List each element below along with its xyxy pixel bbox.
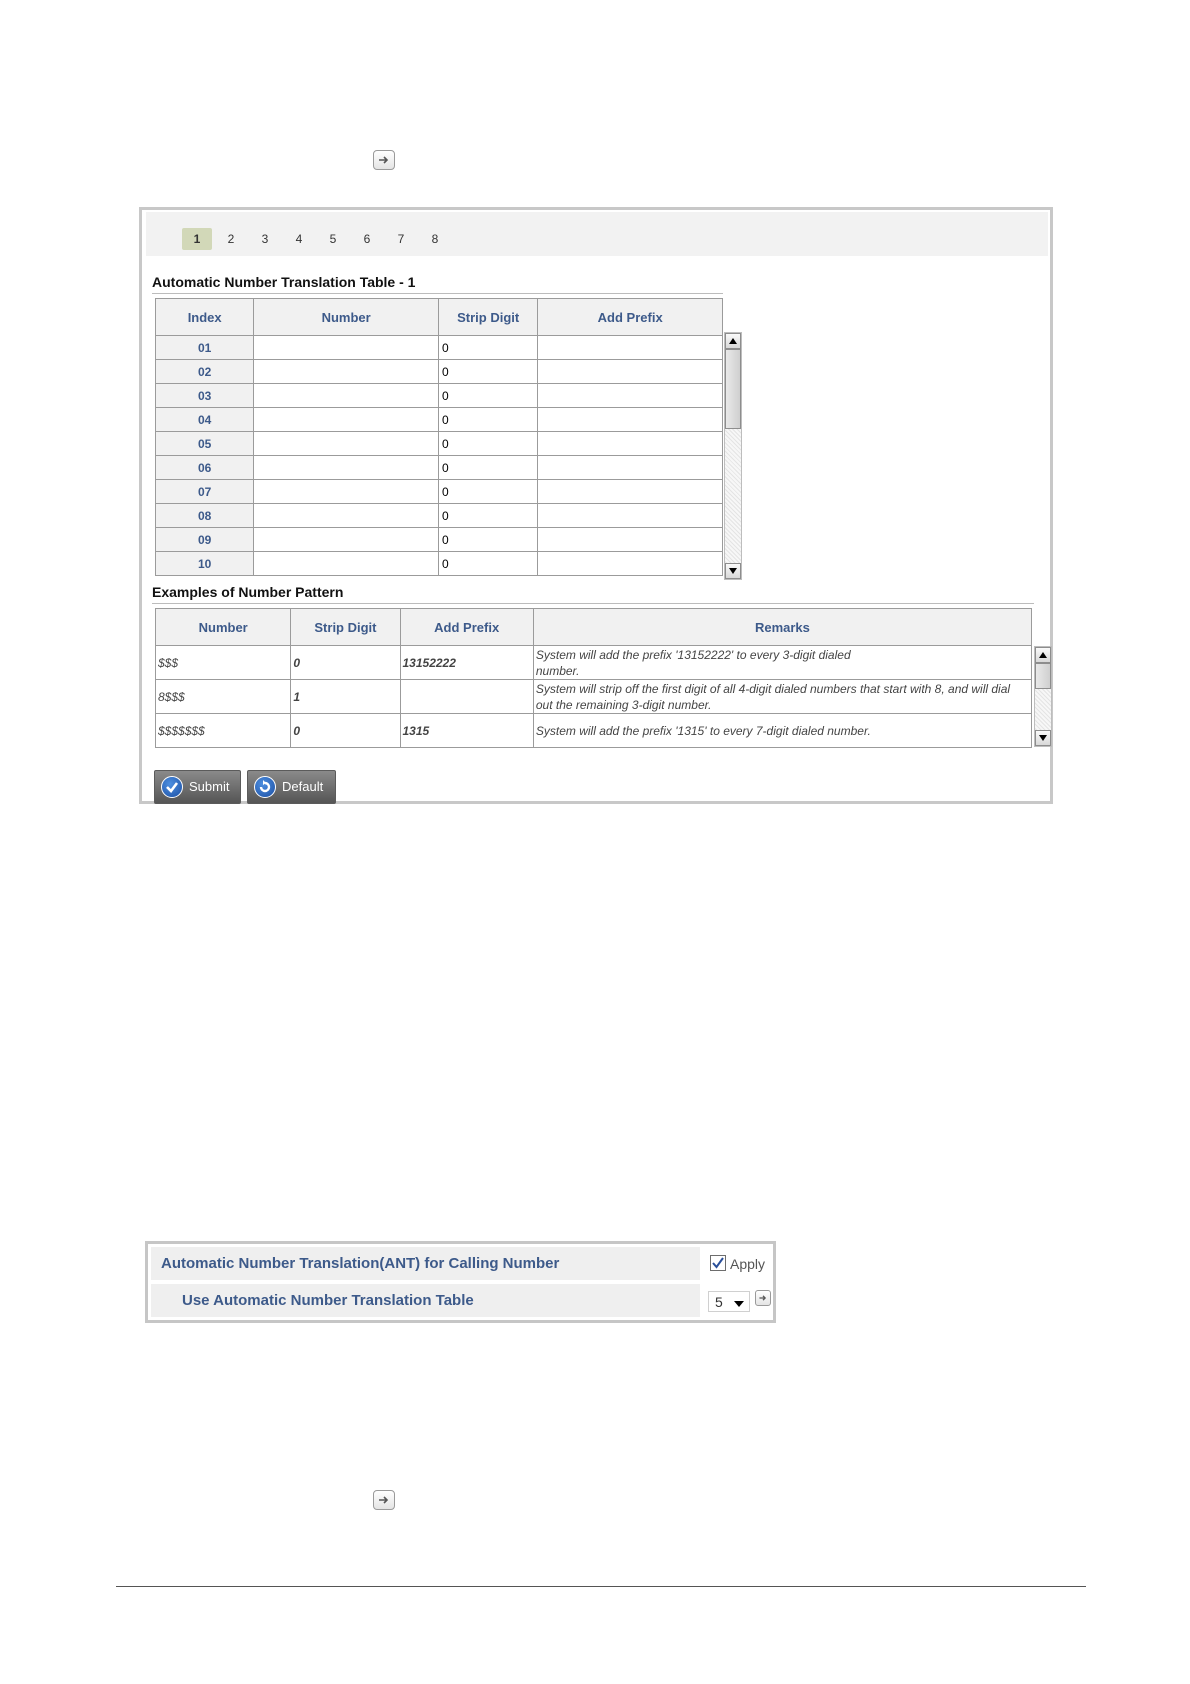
examples-header bbox=[156, 609, 1032, 646]
row-index: 03 bbox=[156, 384, 254, 408]
row-index: 08 bbox=[156, 504, 254, 528]
number-input[interactable] bbox=[256, 504, 436, 527]
strip-digit-input[interactable] bbox=[441, 504, 535, 527]
col-header-index: Index bbox=[156, 299, 254, 336]
ant-table-select-label: Use Automatic Number Translation Table bbox=[182, 1292, 474, 1309]
ant-calling-number-row bbox=[151, 1247, 700, 1280]
page-tab-2[interactable]: 2 bbox=[227, 232, 235, 246]
add-prefix-cell bbox=[538, 504, 723, 528]
number-input[interactable] bbox=[256, 408, 436, 431]
ant-table-select[interactable] bbox=[708, 1291, 750, 1312]
example-strip-digit: 1 bbox=[291, 680, 400, 714]
strip-digit-input[interactable] bbox=[441, 552, 535, 575]
example-number: 8$$$ bbox=[156, 680, 291, 714]
table-row bbox=[156, 480, 723, 504]
add-prefix-cell bbox=[538, 480, 723, 504]
arrow-up-icon bbox=[729, 338, 737, 344]
page-tab-5[interactable]: 5 bbox=[329, 232, 337, 246]
arrow-right-icon bbox=[377, 153, 391, 167]
add-prefix-cell bbox=[538, 384, 723, 408]
table-row bbox=[156, 714, 1032, 748]
row-index: 04 bbox=[156, 408, 254, 432]
add-prefix-cell bbox=[538, 360, 723, 384]
strip-digit-cell bbox=[438, 528, 537, 552]
table-row bbox=[156, 456, 723, 480]
number-cell bbox=[254, 504, 439, 528]
col-header-strip-digit: Strip Digit bbox=[291, 609, 400, 646]
strip-digit-input[interactable] bbox=[441, 384, 535, 407]
example-remarks: System will add the prefix '13152222' to every 3-digit dialed number. bbox=[533, 646, 1031, 680]
add-prefix-input[interactable] bbox=[540, 528, 720, 551]
ant-calling-number-label: Automatic Number Translation(ANT) for Calling Number bbox=[161, 1255, 560, 1272]
example-strip-digit: 0 bbox=[291, 714, 400, 748]
chevron-down-icon bbox=[734, 1301, 744, 1307]
ant-table-select-value: 5 bbox=[715, 1294, 723, 1310]
add-prefix-input[interactable] bbox=[540, 480, 720, 503]
example-add-prefix: 13152222 bbox=[400, 646, 533, 680]
number-input[interactable] bbox=[256, 360, 436, 383]
page-tab-7[interactable]: 7 bbox=[397, 232, 405, 246]
arrow-down-icon bbox=[1039, 735, 1047, 741]
number-input[interactable] bbox=[256, 432, 436, 455]
col-header-add-prefix: Add Prefix bbox=[400, 609, 533, 646]
examples-scrollbar[interactable] bbox=[1034, 646, 1052, 747]
table-row bbox=[156, 504, 723, 528]
table-row bbox=[156, 646, 1032, 680]
col-header-number: Number bbox=[156, 609, 291, 646]
ant-table-scrollbar[interactable] bbox=[724, 332, 742, 580]
strip-digit-cell bbox=[438, 360, 537, 384]
add-prefix-input[interactable] bbox=[540, 384, 720, 407]
row-index: 05 bbox=[156, 432, 254, 456]
footer-divider bbox=[116, 1586, 1086, 1587]
add-prefix-input[interactable] bbox=[540, 504, 720, 527]
number-input[interactable] bbox=[256, 384, 436, 407]
arrow-down-icon bbox=[729, 568, 737, 574]
table-row bbox=[156, 360, 723, 384]
number-input[interactable] bbox=[256, 456, 436, 479]
strip-digit-input[interactable] bbox=[441, 432, 535, 455]
table-select-cell bbox=[704, 1284, 770, 1317]
row-index: 10 bbox=[156, 552, 254, 576]
page-tab-8[interactable]: 8 bbox=[431, 232, 439, 246]
number-cell bbox=[254, 528, 439, 552]
go-arrow-icon-bottom[interactable] bbox=[373, 1490, 395, 1510]
strip-digit-cell bbox=[438, 384, 537, 408]
strip-digit-input[interactable] bbox=[441, 360, 535, 383]
scroll-thumb[interactable] bbox=[1035, 663, 1051, 689]
page-tab-3[interactable]: 3 bbox=[261, 232, 269, 246]
strip-digit-cell bbox=[438, 408, 537, 432]
add-prefix-cell bbox=[538, 552, 723, 576]
strip-digit-input[interactable] bbox=[441, 528, 535, 551]
number-cell bbox=[254, 408, 439, 432]
strip-digit-cell bbox=[438, 504, 537, 528]
arrow-right-icon bbox=[758, 1293, 768, 1303]
strip-digit-cell bbox=[438, 336, 537, 360]
page-tab-4[interactable]: 4 bbox=[295, 232, 303, 246]
example-number: $$$ bbox=[156, 646, 291, 680]
submit-button-label: Submit bbox=[189, 779, 230, 794]
example-remarks: System will add the prefix '1315' to every 7-digit dialed number. bbox=[533, 714, 1031, 748]
row-index: 01 bbox=[156, 336, 254, 360]
table-row bbox=[156, 384, 723, 408]
add-prefix-cell bbox=[538, 456, 723, 480]
ant-table-title: Automatic Number Translation Table - 1 bbox=[152, 274, 723, 294]
table-row bbox=[156, 552, 723, 576]
add-prefix-cell bbox=[538, 336, 723, 360]
example-add-prefix: 1315 bbox=[400, 714, 533, 748]
apply-cell bbox=[704, 1247, 770, 1280]
table-row bbox=[156, 528, 723, 552]
scroll-up-button[interactable] bbox=[725, 333, 741, 349]
row-index: 07 bbox=[156, 480, 254, 504]
col-header-number: Number bbox=[254, 299, 439, 336]
arrow-up-icon bbox=[1039, 652, 1047, 658]
ant-settings-panel bbox=[145, 1241, 776, 1323]
number-cell bbox=[254, 432, 439, 456]
go-arrow-icon-top[interactable] bbox=[373, 150, 395, 170]
strip-digit-input[interactable] bbox=[441, 408, 535, 431]
number-cell bbox=[254, 360, 439, 384]
scroll-up-button[interactable] bbox=[1035, 647, 1051, 663]
col-header-strip-digit: Strip Digit bbox=[438, 299, 537, 336]
ant-table-select-row bbox=[151, 1284, 700, 1317]
apply-label: Apply bbox=[730, 1256, 766, 1272]
ant-table-header bbox=[156, 299, 723, 336]
add-prefix-cell bbox=[538, 432, 723, 456]
example-remarks: System will strip off the first digit of all 4-digit dialed numbers that start with 8, and will dial out the remaining 3-digit number. bbox=[533, 680, 1031, 714]
number-input[interactable] bbox=[256, 552, 436, 575]
number-cell bbox=[254, 552, 439, 576]
add-prefix-input[interactable] bbox=[540, 408, 720, 431]
ant-table-panel bbox=[139, 207, 1053, 804]
page-tab-1[interactable]: 1 bbox=[182, 228, 212, 250]
table-row bbox=[156, 432, 723, 456]
strip-digit-input[interactable] bbox=[441, 456, 535, 479]
scroll-down-button[interactable] bbox=[1035, 730, 1051, 746]
add-prefix-input[interactable] bbox=[540, 552, 720, 575]
row-index: 09 bbox=[156, 528, 254, 552]
strip-digit-input[interactable] bbox=[441, 336, 535, 359]
number-cell bbox=[254, 480, 439, 504]
row-index: 06 bbox=[156, 456, 254, 480]
add-prefix-cell bbox=[538, 408, 723, 432]
example-add-prefix bbox=[400, 680, 533, 714]
go-arrow-icon-select[interactable] bbox=[755, 1290, 771, 1306]
ant-table bbox=[155, 298, 723, 576]
table-row bbox=[156, 680, 1032, 714]
arrow-right-icon bbox=[377, 1493, 391, 1507]
row-index: 02 bbox=[156, 360, 254, 384]
strip-digit-cell bbox=[438, 432, 537, 456]
scroll-thumb[interactable] bbox=[725, 349, 741, 429]
default-button[interactable] bbox=[247, 770, 336, 804]
strip-digit-cell bbox=[438, 552, 537, 576]
examples-title: Examples of Number Pattern bbox=[152, 584, 1034, 604]
check-circle-icon bbox=[161, 776, 183, 798]
number-cell bbox=[254, 384, 439, 408]
number-input[interactable] bbox=[256, 480, 436, 503]
checkmark-icon bbox=[711, 1256, 725, 1270]
table-row bbox=[156, 336, 723, 360]
page-tab-6[interactable]: 6 bbox=[363, 232, 371, 246]
scroll-down-button[interactable] bbox=[725, 563, 741, 579]
table-row bbox=[156, 408, 723, 432]
strip-digit-input[interactable] bbox=[441, 480, 535, 503]
apply-checkbox[interactable] bbox=[710, 1255, 726, 1271]
number-cell bbox=[254, 456, 439, 480]
submit-button[interactable] bbox=[154, 770, 241, 804]
number-input[interactable] bbox=[256, 336, 436, 359]
example-number: $$$$$$$ bbox=[156, 714, 291, 748]
add-prefix-input[interactable] bbox=[540, 360, 720, 383]
strip-digit-cell bbox=[438, 480, 537, 504]
default-button-label: Default bbox=[282, 779, 324, 794]
col-header-remarks: Remarks bbox=[533, 609, 1031, 646]
number-cell bbox=[254, 336, 439, 360]
examples-table bbox=[155, 608, 1032, 748]
add-prefix-cell bbox=[538, 528, 723, 552]
add-prefix-input[interactable] bbox=[540, 432, 720, 455]
example-strip-digit: 0 bbox=[291, 646, 400, 680]
reset-circle-icon bbox=[254, 776, 276, 798]
add-prefix-input[interactable] bbox=[540, 456, 720, 479]
strip-digit-cell bbox=[438, 456, 537, 480]
table-page-tabs bbox=[146, 212, 1048, 256]
add-prefix-input[interactable] bbox=[540, 336, 720, 359]
col-header-add-prefix: Add Prefix bbox=[538, 299, 723, 336]
number-input[interactable] bbox=[256, 528, 436, 551]
